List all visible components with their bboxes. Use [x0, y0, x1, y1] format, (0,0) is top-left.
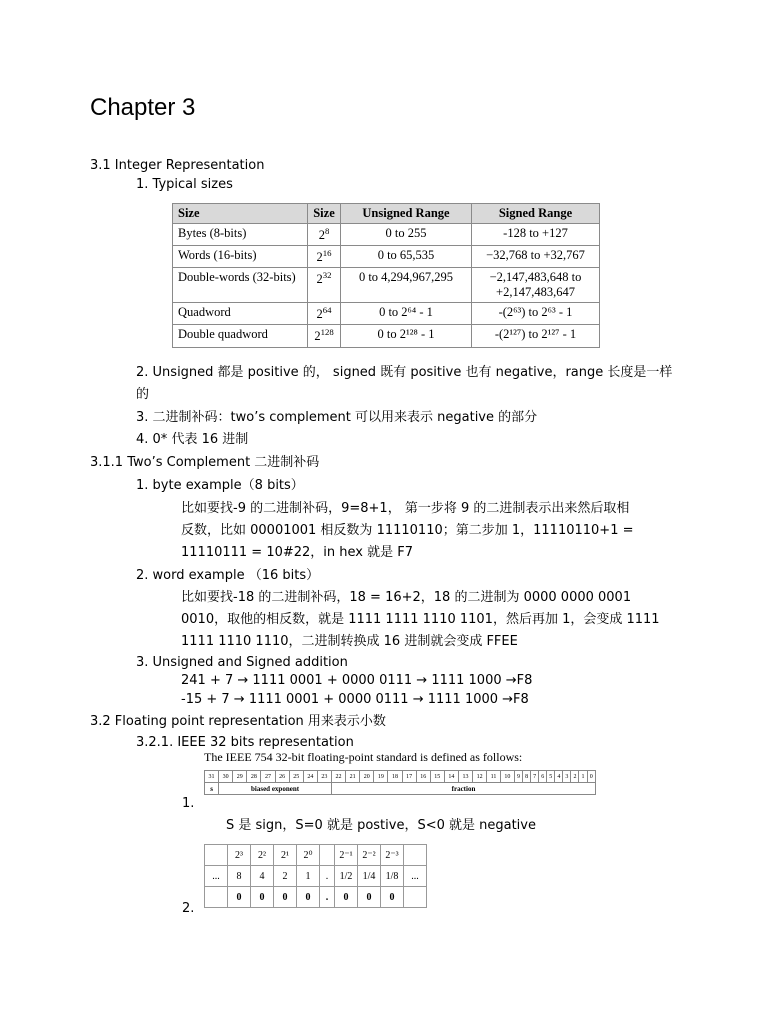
ieee-bit-index: 28 — [247, 771, 261, 783]
table-cell: 0 — [251, 887, 274, 908]
table-row — [205, 887, 427, 908]
byte-example-line: 反数，比如 00001001 相反数为 11110110；第二步加 1，11110110+1 = — [181, 523, 634, 538]
ieee-bit-index: 24 — [303, 771, 317, 783]
table-cell: $2^{32}$ — [308, 268, 341, 303]
table-row — [173, 224, 600, 246]
ieee-fraction-field: fraction — [331, 783, 595, 795]
table-cell: 2¹ — [274, 845, 297, 866]
ieee-bit-index: 29 — [233, 771, 247, 783]
ieee-bit-index: 23 — [317, 771, 331, 783]
table-cell: 0 to 65,535 — [341, 246, 472, 268]
ieee-bit-index: 8 — [523, 771, 531, 783]
table-cell: 0 — [228, 887, 251, 908]
table-header: Signed Range — [472, 204, 600, 224]
word-example-line: 1111 1110 1110，二进制转换成 16 进制就会变成 FFEE — [181, 634, 518, 649]
table-cell — [404, 887, 427, 908]
ieee-bit-index: 16 — [416, 771, 430, 783]
table-cell: 2⁻¹ — [335, 845, 358, 866]
ieee-bit-index: 30 — [219, 771, 233, 783]
ieee-bit-index: 20 — [360, 771, 374, 783]
table-cell: 0 — [297, 887, 320, 908]
section-3-1: 3.1 Integer Representation — [90, 158, 265, 173]
byte-example-label: 1. byte example（8 bits） — [136, 478, 304, 493]
list-number-2: 2. — [182, 901, 195, 916]
table-cell: Double-words (32-bits) — [173, 268, 308, 303]
byte-example-line: 比如要找-9 的二进制补码，9=8+1， 第一步将 9 的二进制表示出来然后取相 — [181, 501, 630, 516]
ieee-bit-index: 14 — [444, 771, 458, 783]
table-cell: ... — [404, 866, 427, 887]
table-cell: 1 — [297, 866, 320, 887]
table-cell: 2³ — [228, 845, 251, 866]
table-cell: $2^{64}$ — [308, 303, 341, 325]
table-cell: Words (16-bits) — [173, 246, 308, 268]
ieee-bit-index: 1 — [579, 771, 587, 783]
table-cell: 0 to 2¹²⁸ - 1 — [341, 325, 472, 347]
table-cell: 2⁻³ — [381, 845, 404, 866]
table-cell: 1/8 — [381, 866, 404, 887]
ieee-bit-index: 7 — [531, 771, 539, 783]
table-cell: ... — [205, 866, 228, 887]
ieee-bit-index: 11 — [487, 771, 501, 783]
table-cell — [320, 845, 335, 866]
table-cell: 1/2 — [335, 866, 358, 887]
table-cell: 0 to 4,294,967,295 — [341, 268, 472, 303]
table-cell: $2^8$ — [308, 224, 341, 246]
table-row — [173, 325, 600, 347]
table-header: Size — [308, 204, 341, 224]
ieee-bit-index: 9 — [514, 771, 522, 783]
ieee-bit-index: 13 — [458, 771, 472, 783]
table-cell — [205, 845, 228, 866]
ieee-bit-index: 22 — [331, 771, 345, 783]
ieee-bit-index: 4 — [555, 771, 563, 783]
table-row — [173, 303, 600, 325]
table-cell: 0 — [381, 887, 404, 908]
table-cell — [404, 845, 427, 866]
ieee-bit-index: 0 — [587, 771, 595, 783]
binary-powers-table — [204, 844, 427, 908]
table-cell: 4 — [251, 866, 274, 887]
typical-sizes-table — [172, 203, 600, 348]
ieee-bit-index: 3 — [563, 771, 571, 783]
ieee-bit-index: 19 — [374, 771, 388, 783]
ieee-bit-index: 27 — [261, 771, 275, 783]
section-3-2-1: 3.2.1. IEEE 32 bits representation — [136, 735, 354, 750]
table-cell: 0 — [335, 887, 358, 908]
note-twos-complement: 3. 二进制补码：two’s complement 可以用来表示 negative 的部分 — [136, 410, 538, 425]
addition-line: -15 + 7 → 1111 0001 + 0000 0111 → 1111 1000 →F8 — [181, 692, 529, 707]
ieee-bit-index: 5 — [547, 771, 555, 783]
table-cell: 0 to 2⁶⁴ - 1 — [341, 303, 472, 325]
ieee-bit-index: 17 — [402, 771, 416, 783]
table-cell: . — [320, 887, 335, 908]
ieee-sign-field: s — [205, 783, 219, 795]
table-cell: 2² — [251, 845, 274, 866]
table-row — [173, 268, 600, 303]
word-example-line: 0010，取他的相反数，就是 1111 1111 1110 1101，然后再加 1，会变成 1111 — [181, 612, 660, 627]
ieee-field-row — [205, 783, 596, 795]
ieee-bit-index: 26 — [275, 771, 289, 783]
word-example-line: 比如要找-18 的二进制补码，18 = 16+2，18 的二进制为 0000 0000 0001 — [181, 590, 632, 605]
addition-label: 3. Unsigned and Signed addition — [136, 655, 348, 670]
table-cell: Bytes (8-bits) — [173, 224, 308, 246]
ieee-bit-index: 18 — [388, 771, 402, 783]
ieee-bit-index: 15 — [430, 771, 444, 783]
table-header: Unsigned Range — [341, 204, 472, 224]
note-unsigned-signed-cont: 的 — [136, 387, 150, 402]
ieee-exponent-field: biased exponent — [219, 783, 332, 795]
section-3-1-1: 3.1.1 Two’s Complement 二进制补码 — [90, 455, 320, 470]
table-cell: -128 to +127 — [472, 224, 600, 246]
table-cell: -(2¹²⁷) to 2¹²⁷ - 1 — [472, 325, 600, 347]
ieee-bit-index: 10 — [500, 771, 514, 783]
ieee-bit-index: 2 — [571, 771, 579, 783]
table-cell — [205, 887, 228, 908]
table-cell: −32,768 to +32,767 — [472, 246, 600, 268]
table-cell: −2,147,483,648 to +2,147,483,647 — [472, 268, 600, 303]
ieee-bit-index-row — [205, 771, 596, 783]
table-row — [205, 845, 427, 866]
table-cell: $2^{128}$ — [308, 325, 341, 347]
section-3-2: 3.2 Floating point representation 用来表示小数 — [90, 714, 386, 729]
addition-line: 241 + 7 → 1111 0001 + 0000 0111 → 1111 1000 →F8 — [181, 673, 533, 688]
table-cell: -(2⁶³) to 2⁶³ - 1 — [472, 303, 600, 325]
ieee-caption: The IEEE 754 32-bit floating-point standard is defined as follows: — [204, 750, 523, 764]
table-cell: 2⁻² — [358, 845, 381, 866]
note-unsigned-signed: 2. Unsigned 都是 positive 的， signed 既有 positive 也有 negative，range 长度是一样 — [136, 365, 673, 380]
byte-example-line: 11110111 = 10#22，in hex 就是 F7 — [181, 545, 414, 560]
list-number-1: 1. — [182, 796, 195, 811]
table-cell: 0 — [274, 887, 297, 908]
table-cell: 0 — [358, 887, 381, 908]
table-cell: Quadword — [173, 303, 308, 325]
ieee-bit-index: 21 — [346, 771, 360, 783]
table-cell: 0 to 255 — [341, 224, 472, 246]
ieee-bit-index: 6 — [539, 771, 547, 783]
table-cell: Double quadword — [173, 325, 308, 347]
ieee-bit-index: 31 — [205, 771, 219, 783]
note-hex: 4. 0* 代表 16 进制 — [136, 432, 249, 447]
ieee-bit-index: 25 — [289, 771, 303, 783]
table-cell: $2^{16}$ — [308, 246, 341, 268]
table-cell: . — [320, 866, 335, 887]
table-cell: 2⁰ — [297, 845, 320, 866]
ieee-754-layout — [204, 770, 596, 795]
table-row — [205, 866, 427, 887]
typical-sizes-label: 1. Typical sizes — [136, 177, 233, 192]
table-cell: 2 — [274, 866, 297, 887]
table-cell: 1/4 — [358, 866, 381, 887]
table-header: Size — [173, 204, 308, 224]
table-row — [173, 246, 600, 268]
sign-note: S 是 sign，S=0 就是 postive，S<0 就是 negative — [226, 818, 536, 833]
word-example-label: 2. word example （16 bits） — [136, 568, 320, 583]
table-cell: 8 — [228, 866, 251, 887]
ieee-bit-index: 12 — [473, 771, 487, 783]
chapter-title: Chapter 3 — [90, 94, 196, 121]
table-header-row — [173, 204, 600, 224]
